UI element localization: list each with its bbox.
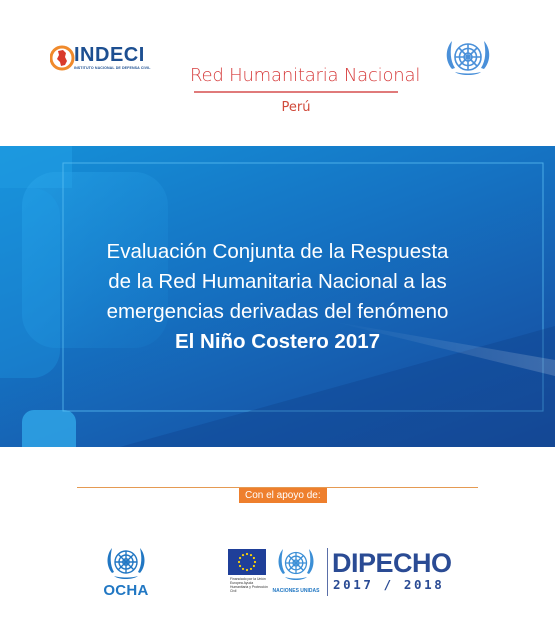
- un-emblem-icon: [104, 544, 148, 584]
- eu-star-icon: [254, 561, 256, 563]
- support-label: Con el apoyo de:: [239, 488, 327, 503]
- title-line: de la Red Humanitaria Nacional a las: [108, 270, 447, 293]
- eu-star-icon: [239, 565, 241, 567]
- eu-star-icon: [253, 565, 255, 567]
- eu-star-icon: [246, 553, 248, 555]
- indeci-wordmark: INDECI: [74, 44, 145, 66]
- indeci-subtitle: INSTITUTO NACIONAL DE DEFENSA CIVIL: [74, 66, 151, 70]
- indeci-logo: [50, 42, 150, 76]
- peru-map-icon: [50, 44, 76, 72]
- network-name: Red Humanitaria Nacional: [190, 65, 421, 86]
- eu-star-icon: [246, 569, 248, 571]
- logo-divider: [327, 548, 328, 596]
- un-emblem-icon: [441, 35, 495, 83]
- eu-star-icon: [250, 554, 252, 556]
- network-country: Perú: [281, 100, 311, 115]
- network-logo: [190, 64, 421, 116]
- cover-header: [0, 0, 555, 146]
- un-emblem-icon: [276, 546, 316, 584]
- eu-star-icon: [238, 561, 240, 563]
- cover-band: [0, 146, 555, 447]
- eu-caption: Financiado por la Unión Europea Ayuda Humanitaria y Protección Civil: [230, 577, 268, 593]
- title-highlight: El Niño Costero 2017: [174, 330, 381, 353]
- report-title: [30, 237, 525, 357]
- dipecho-logo: [332, 548, 462, 592]
- title-line: Evaluación Conjunta de la Respuesta: [106, 240, 449, 263]
- eu-flag-icon: [228, 549, 266, 575]
- eu-star-icon: [250, 568, 252, 570]
- network-divider: [194, 91, 398, 93]
- eu-star-icon: [239, 557, 241, 559]
- title-line: emergencias derivadas del fenómeno: [106, 300, 449, 323]
- un-logo: [270, 546, 322, 598]
- un-label: NACIONES UNIDAS: [272, 588, 320, 594]
- dipecho-name: DIPECHO: [332, 548, 452, 578]
- ocha-logo: [96, 544, 156, 604]
- eu-star-icon: [242, 568, 244, 570]
- eu-star-icon: [253, 557, 255, 559]
- dipecho-years: 2017 / 2018: [333, 577, 445, 592]
- ocha-label: OCHA: [103, 582, 149, 599]
- eu-star-icon: [242, 554, 244, 556]
